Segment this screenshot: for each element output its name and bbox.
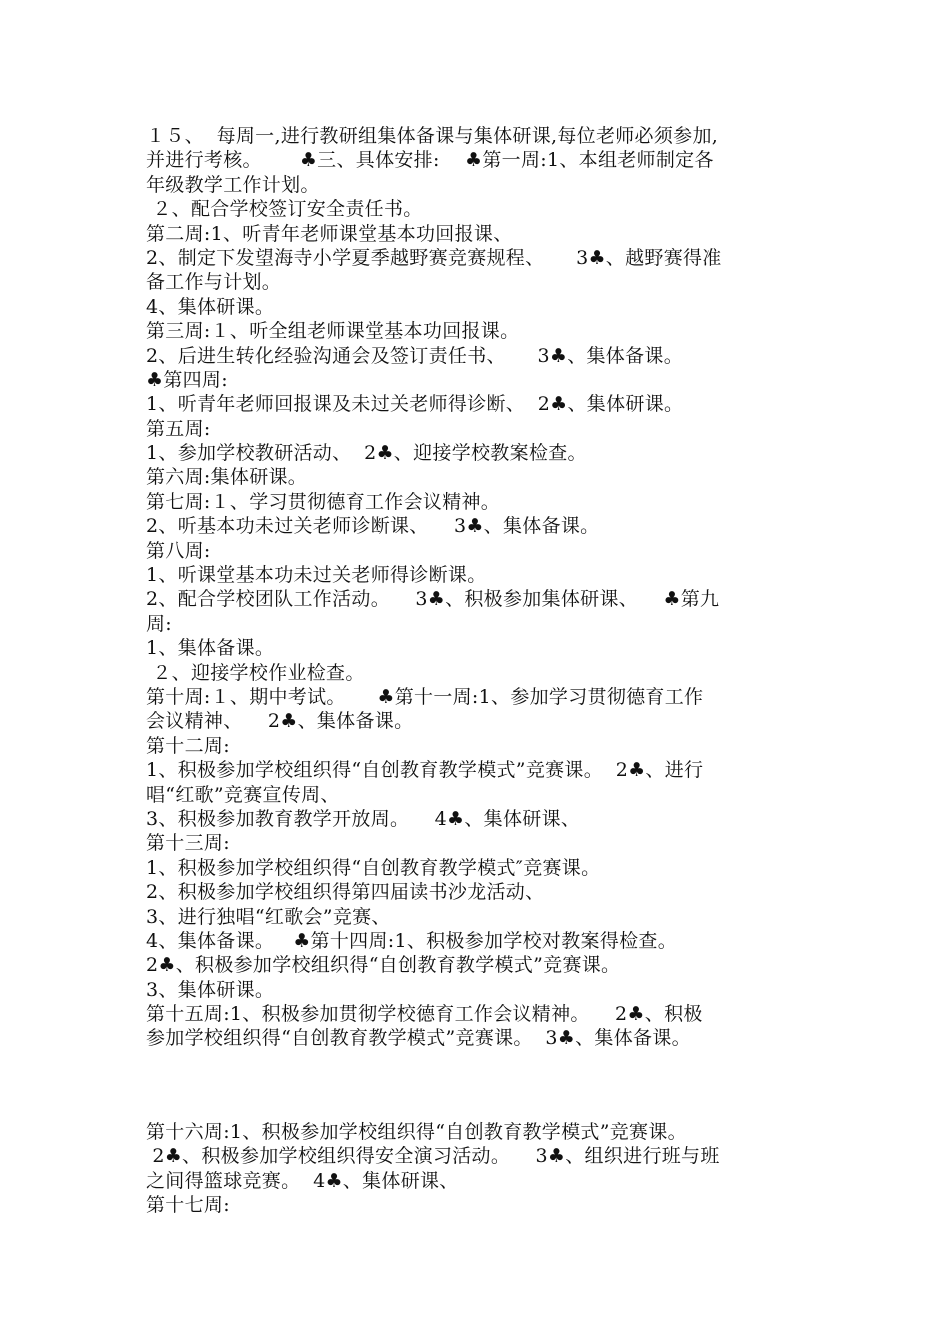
text-line: 1、积极参加学校组织得“自创教育教学模式″竞赛课。 [146, 856, 601, 879]
text-line: 2、听基本功未过关老师诊断课、 3♣、集体备课。 [146, 515, 600, 538]
text-line: 会议精神、 2♣、集体备课。 [146, 710, 414, 733]
text-line: 周: [146, 612, 173, 635]
text-line: 1、参加学校教研活动、 2♣、迎接学校教案检查。 [146, 442, 587, 465]
text-line: 第七周:１、学习贯彻德育工作会议精神。 [146, 490, 501, 513]
text-line: ２、迎接学校作业检查。 [146, 661, 365, 684]
text-line: 2♣、积极参加学校组织得安全演习活动。 3♣、组织进行班与班 [146, 1145, 720, 1168]
text-line: 第三周:１、听全组老师课堂基本功回报课。 [146, 320, 520, 343]
text-line: ２、配合学校签订安全责任书。 [146, 198, 423, 221]
text-line: 1、听青年老师回报课及未过关老师得诊断、 2♣、集体研课。 [146, 393, 684, 416]
text-line: 1、集体备课。 [146, 637, 275, 660]
text-line: 之间得篮球竞赛。 4♣、集体研课、 [146, 1169, 459, 1192]
text-line: 2♣、积极参加学校组织得“自创教育教学模式”竞赛课。 [146, 954, 621, 977]
text-line: 4、集体备课。 ♣第十四周:1、积极参加学校对教案得检查。 [146, 929, 678, 952]
text-line: 2、后进生转化经验沟通会及签订责任书、 3♣、集体备课。 [146, 344, 684, 367]
text-line: 第十二周: [146, 734, 230, 757]
text-line: ♣第四周: [146, 368, 228, 391]
text-line: 3、进行独唱“红歌会”竞赛、 [146, 905, 391, 928]
text-line: 3、集体研课。 [146, 978, 275, 1001]
text-line: １５、 每周一,进行教研组集体备课与集体研课,每位老师必须参加, [146, 125, 719, 147]
text-line: 第十五周:1、积极参加贯彻学校德育工作会议精神。 2♣、积极 [146, 1003, 703, 1026]
text-line: 参加学校组织得“自创教育教学模式”竞赛课。 3♣、集体备课。 [146, 1027, 691, 1050]
text-line: 2、制定下发望海寺小学夏季越野赛竞赛规程、 3♣、越野赛得准 [146, 246, 722, 269]
text-line: 年级教学工作计划。 [146, 173, 320, 196]
text-line: 第十六周:1、积极参加学校组织得“自创教育教学模式”竞赛课。 [146, 1121, 687, 1143]
text-line: 1、听课堂基本功未过关老师得诊断课。 [146, 564, 487, 587]
text-line: 3、积极参加教育教学开放周。 4♣、集体研课、 [146, 807, 581, 830]
text-line: 备工作与计划。 [146, 271, 282, 294]
text-line: 2、配合学校团队工作活动。 3♣、积极参加集体研课、 ♣第九 [146, 588, 720, 611]
text-line: 2、积极参加学校组织得第四届读书沙龙活动、 [146, 881, 545, 904]
text-line: 第二周:1、听青年老师课堂基本功回报课、 [146, 222, 513, 245]
text-line: 唱“红歌”竞赛宣传周、 [146, 783, 340, 806]
text-line: 并进行考核。 ♣三、具体安排: ♣第一周:1、本组老师制定各 [146, 149, 714, 172]
schedule-text-block [146, 124, 818, 1051]
schedule-text-block-continued [146, 1120, 818, 1218]
text-line: 第五周: [146, 417, 211, 440]
text-line: 第十周:１、期中考试。 ♣第十一周:1、参加学习贯彻德育工作 [146, 685, 704, 708]
text-line: 第六周:集体研课。 [146, 466, 308, 489]
text-line: 第十三周: [146, 832, 230, 855]
text-line: 4、集体研课。 [146, 295, 275, 318]
text-line: 第八周: [146, 539, 211, 562]
text-line: 1、积极参加学校组织得“自创教育教学模式”竞赛课。 2♣、进行 [146, 759, 704, 782]
text-line: 第十七周: [146, 1194, 230, 1217]
